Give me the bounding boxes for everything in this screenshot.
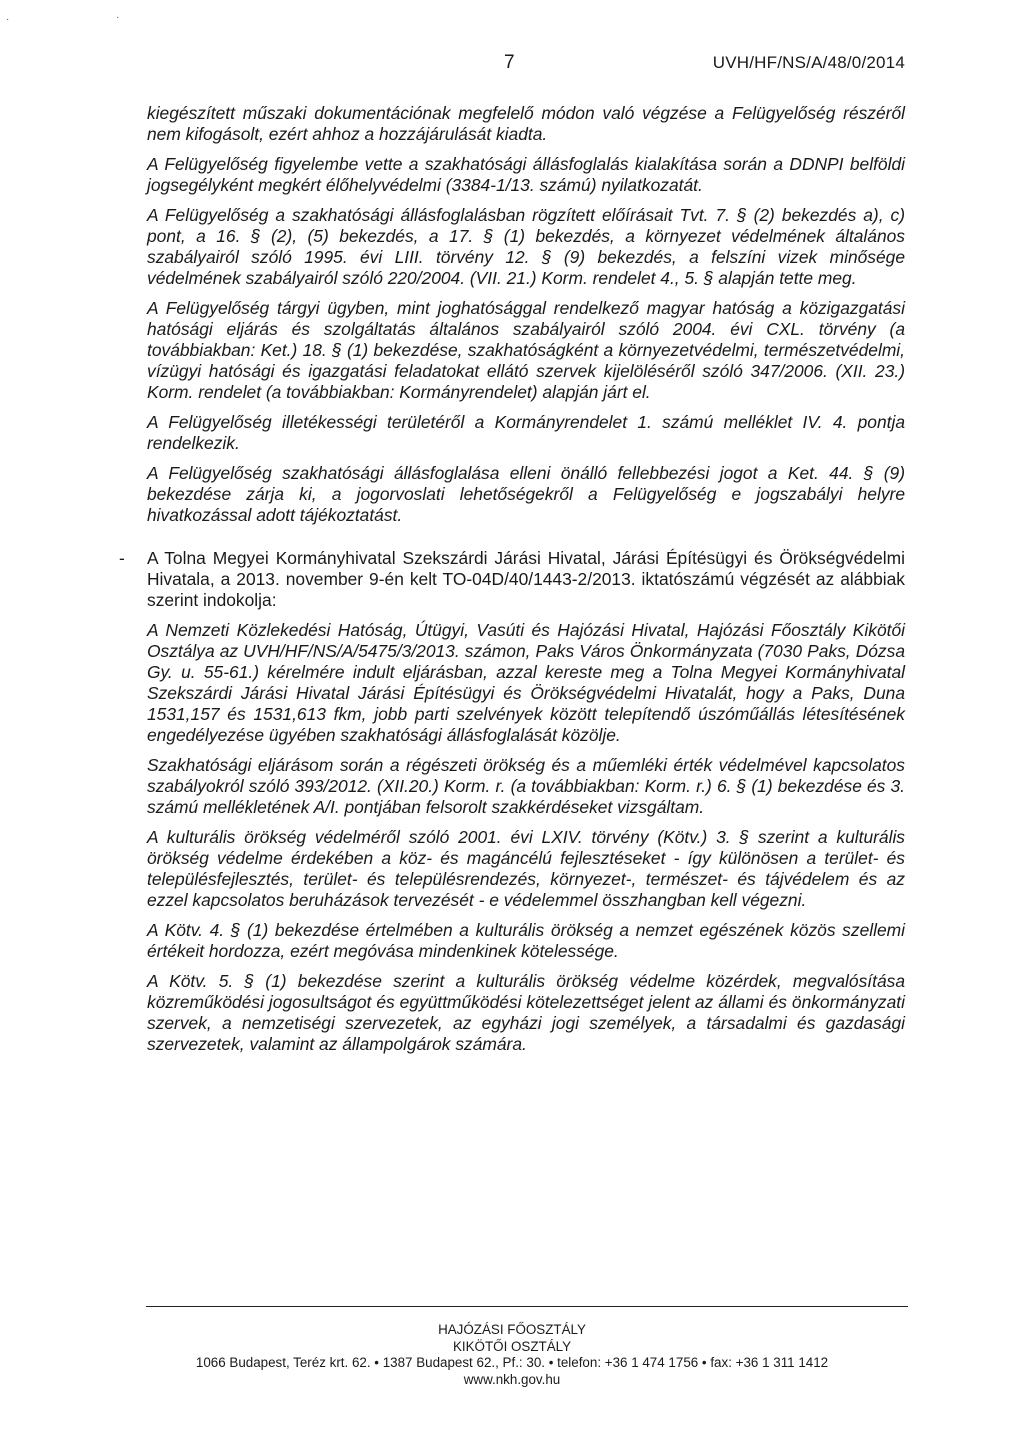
paragraph: A kulturális örökség védelméről szóló 2001. évi LXIV. törvény (Kötv.) 3. § szerint a kulturális örökség védelme érdekében a köz- és magáncélú fejlesztéseket - így különösen a terület- és településfejlesztés, terület- és településrendezés, környezet-, természet- és tájvédelem és az ezzel kapcsolatos beruházások tervezését - e védelemmel összhangban kell végezni. bbox=[147, 827, 905, 910]
paragraph: A Felügyelőség tárgyi ügyben, mint joghatósággal rendelkező magyar hatóság a közigazgatási hatósági eljárás és szolgáltatás általános szabályairól szóló 2004. évi CXL. törvény (a továbbiakban: Ket.) 18. § (1) bekezdése, szakhatóságként a környezetvédelmi, természetvédelmi, vízügyi hatósági és igazgatási feladatokat ellátó szervek kijelöléséről szóló 347/2006. (XII. 23.) Korm. rendelet (a továbbiakban: Kormányrendelet) alapján járt el. bbox=[147, 298, 905, 402]
dash-list-item bbox=[119, 548, 905, 611]
paragraph: A Nemzeti Közlekedési Hatóság, Útügyi, Vasúti és Hajózási Hivatal, Hajózási Főosztály Kikötői Osztálya az UVH/HF/NS/A/5475/3/2013. számon, Paks Város Önkormányzata (7030 Paks, Dózsa Gy. u. 55-61.) kérelmére indult eljárásban, azzal kereste meg a Tolna Megyei Kormányhivatal Szekszárdi Járási Hivatal Járási Építésügyi és Örökségvédelmi Hivatalát, hogy a Paks, Duna 1531,157 és 1531,613 fkm, jobb parti szelvények között telepítendő úszóműállás létesítésének engedélyezése ügyében szakhatósági állásfoglalását közölje. bbox=[147, 620, 905, 745]
page-number: 7 bbox=[504, 52, 515, 73]
dash-bullet: - bbox=[119, 548, 125, 568]
paragraph: A Felügyelőség illetékességi területéről a Kormányrendelet 1. számú melléklet IV. 4. pontja rendelkezik. bbox=[147, 412, 905, 453]
paragraph: A Felügyelőség szakhatósági állásfoglalása elleni önálló fellebbezési jogot a Ket. 44. § (9) bekezdése zárja ki, a jogorvoslati lehetőségekről a Felügyelőség e jogszabályi helyre hivatkozással adott tájékoztatást. bbox=[147, 463, 905, 525]
document-id: UVH/HF/NS/A/48/0/2014 bbox=[712, 53, 905, 72]
scan-speck: · bbox=[6, 14, 10, 25]
paragraph: A Kötv. 5. § (1) bekezdése szerint a kulturális örökség védelme közérdek, megvalósítása közreműködési jogosultságot és együttműködési kötelezettséget jelent az állami és önkormányzati szervek, a nemzetiségi szervezetek, az egyházi jogi személyek, a társadalmi és gazdasági szervezetek, valamint az állampolgárok számára. bbox=[147, 971, 905, 1054]
footer-unit: KIKÖTŐI OSZTÁLY bbox=[452, 1338, 572, 1354]
scan-speck: · bbox=[116, 12, 120, 23]
dash-item-text: A Tolna Megyei Kormányhivatal Szekszárdi Járási Hivatal, Járási Építésügyi és Örökségvédelmi Hivatala, a 2013. november 9-én kelt TO-04D/40/1443-2/2013. iktatószámú végzését az alábbiak szerint indokolja: bbox=[147, 548, 905, 610]
top-paragraphs bbox=[147, 103, 905, 526]
paragraph: A Felügyelőség figyelembe vette a szakhatósági állásfoglalás kialakítása során a DDNPI belföldi jogsegélyként megkért élőhelyvédelmi (3384-1/13. számú) nyilatkozatát. bbox=[147, 154, 905, 195]
footer-divider bbox=[146, 1306, 908, 1307]
paragraph: A Felügyelőség a szakhatósági állásfoglalásban rögzített előírásait Tvt. 7. § (2) bekezdés a), c) pont, a 16. § (2), (5) bekezdés, a 17. § (1) bekezdés, a környezet védelmének általános szabályairól szóló 1995. évi LIII. törvény 12. § (9) bekezdés, a felszíni vizek minősége védelmének szabályairól szóló 220/2004. (VII. 21.) Korm. rendelet 4., 5. § alapján tette meg. bbox=[147, 205, 905, 288]
paragraph: kiegészített műszaki dokumentációnak megfelelő módon való végzése a Felügyelőség részéről nem kifogásolt, ezért ahhoz a hozzájárulását kiadta. bbox=[147, 103, 905, 144]
paragraph: A Kötv. 4. § (1) bekezdése értelmében a kulturális örökség a nemzet egészének közös szellemi értékeit hordozza, ezért megóvása mindenkinek kötelessége. bbox=[147, 920, 905, 961]
footer-department: HAJÓZÁSI FŐOSZTÁLY bbox=[438, 1322, 586, 1337]
footer-contact: 1066 Budapest, Teréz krt. 62. • 1387 Budapest 62., Pf.: 30. • telefon: +36 1 474 1756 • fax: +36 1 311 1412 bbox=[195, 1355, 829, 1370]
bottom-paragraphs bbox=[147, 620, 905, 1055]
footer bbox=[100, 1322, 924, 1388]
document-body bbox=[119, 103, 905, 1064]
paragraph: Szakhatósági eljárásom során a régészeti örökség és a műemléki érték védelmével kapcsolatos szabályokról szóló 393/2012. (XII.20.) Korm. r. (a továbbiakban: Korm. r.) 6. § (1) bekezdése és 3. számú mellékletének A/I. pontjában felsorolt szakkérdéseket vizsgáltam. bbox=[147, 755, 905, 817]
footer-website: www.nkh.gov.hu bbox=[463, 1371, 561, 1387]
